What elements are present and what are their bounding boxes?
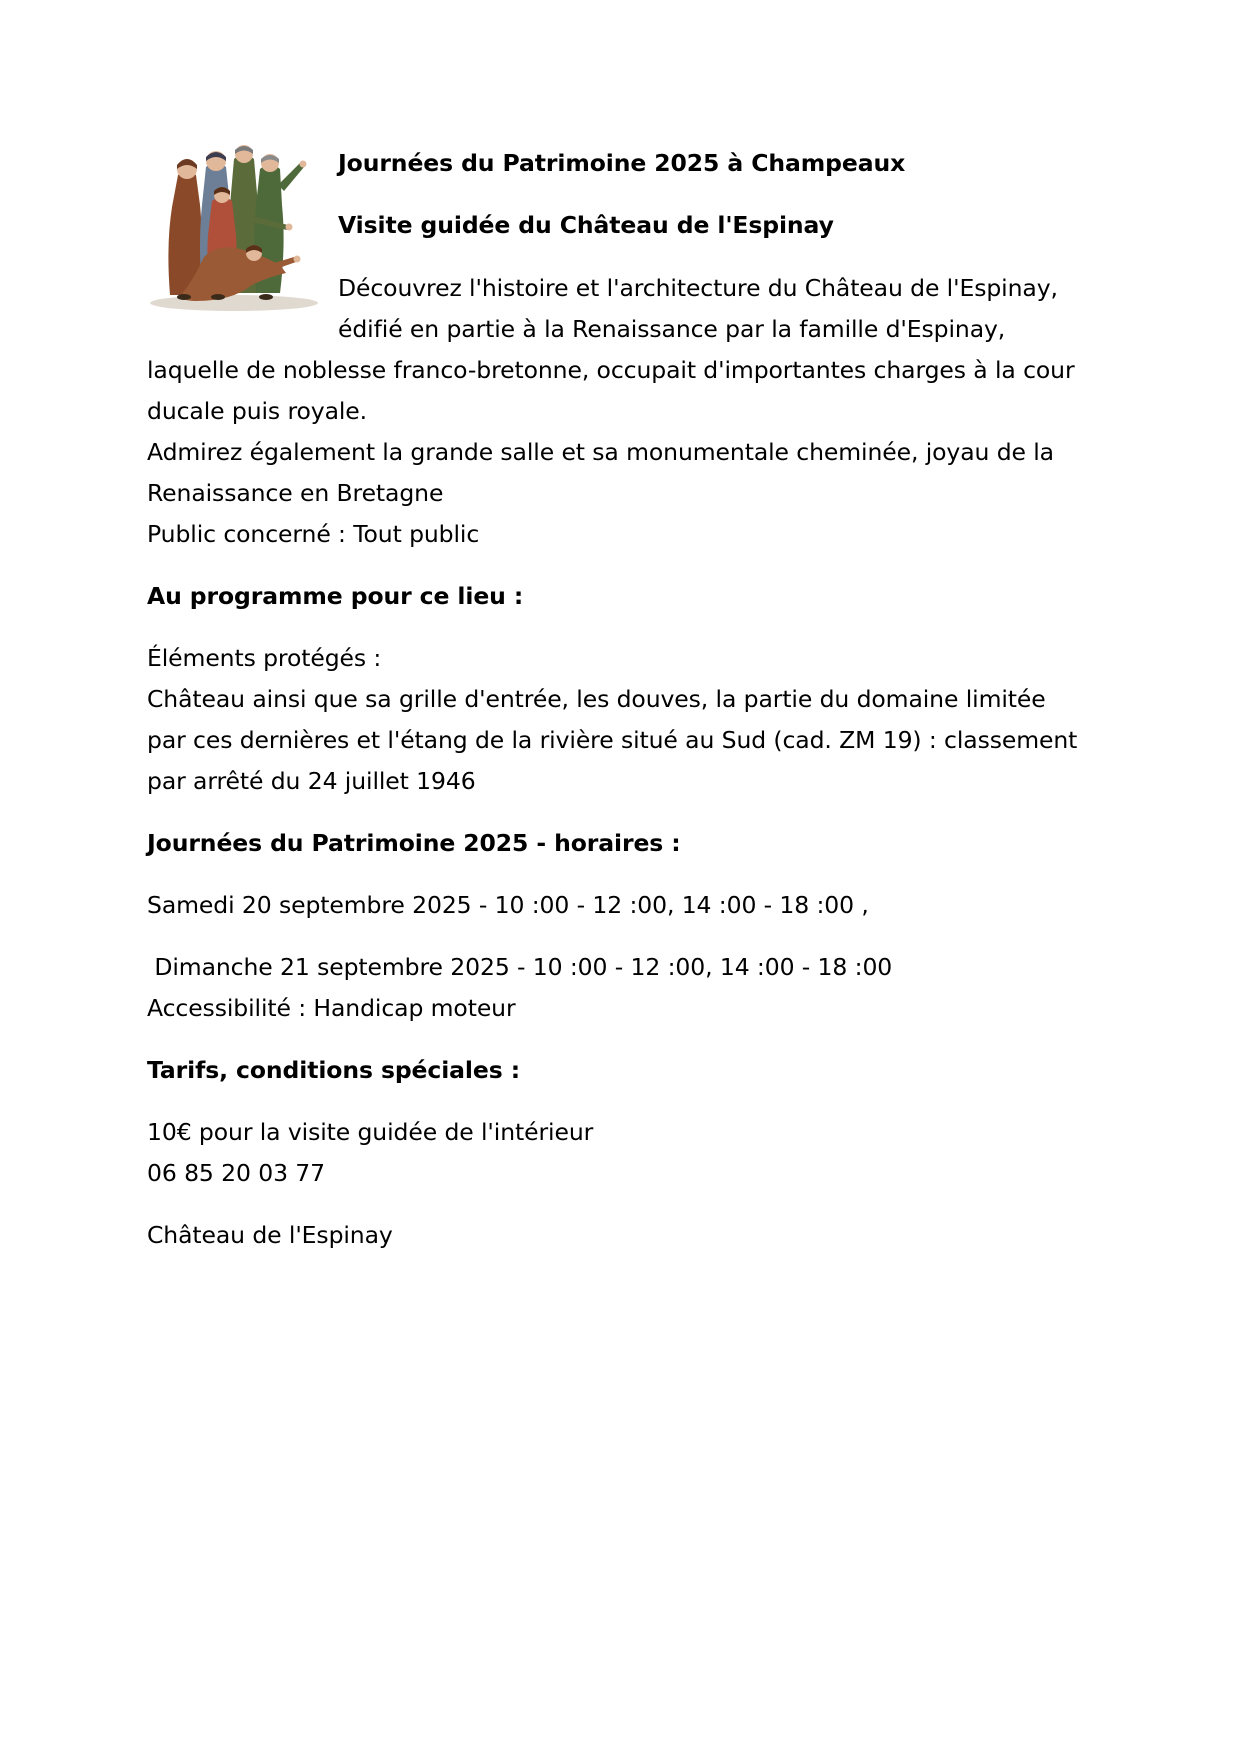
programme-line: par arrêté du 24 juillet 1946 xyxy=(147,767,476,795)
accessibility-text: Accessibilité : Handicap moteur xyxy=(147,994,516,1022)
description-line: Découvrez l'histoire et l'architecture du Château de l'Espinay, xyxy=(338,274,1058,302)
place-name: Château de l'Espinay xyxy=(147,1221,393,1249)
description-line: laquelle de noblesse franco-bretonne, occupait d'importantes charges à la cour xyxy=(147,356,1075,384)
programme-line: Château ainsi que sa grille d'entrée, les douves, la partie du domaine limitée xyxy=(147,685,1046,713)
tarifs-heading: Tarifs, conditions spéciales : xyxy=(147,1056,520,1084)
description-line: Admirez également la grande salle et sa monumentale cheminée, joyau de la xyxy=(147,438,1054,466)
description-line: ducale puis royale. xyxy=(147,397,368,425)
protected-elements-label: Éléments protégés : xyxy=(147,644,382,672)
phone-number: 06 85 20 03 77 xyxy=(147,1159,325,1187)
programme-heading: Au programme pour ce lieu : xyxy=(147,582,524,610)
medieval-crowd-illustration-icon xyxy=(148,145,320,315)
schedule-sunday: Dimanche 21 septembre 2025 - 10 :00 - 12 :00, 14 :00 - 18 :00 xyxy=(147,953,893,981)
schedule-saturday: Samedi 20 septembre 2025 - 10 :00 - 12 :00, 14 :00 - 18 :00 , xyxy=(147,891,869,919)
description-line: Renaissance en Bretagne xyxy=(147,479,444,507)
audience-text: Public concerné : Tout public xyxy=(147,520,480,548)
schedule-heading: Journées du Patrimoine 2025 - horaires : xyxy=(147,829,681,857)
page-title: Journées du Patrimoine 2025 à Champeaux xyxy=(338,149,906,177)
price-text: 10€ pour la visite guidée de l'intérieur xyxy=(147,1118,594,1146)
page-subtitle: Visite guidée du Château de l'Espinay xyxy=(338,211,834,239)
programme-line: par ces dernières et l'étang de la rivière situé au Sud (cad. ZM 19) : classement xyxy=(147,726,1078,754)
description-line: édifié en partie à la Renaissance par la famille d'Espinay, xyxy=(338,315,1006,343)
